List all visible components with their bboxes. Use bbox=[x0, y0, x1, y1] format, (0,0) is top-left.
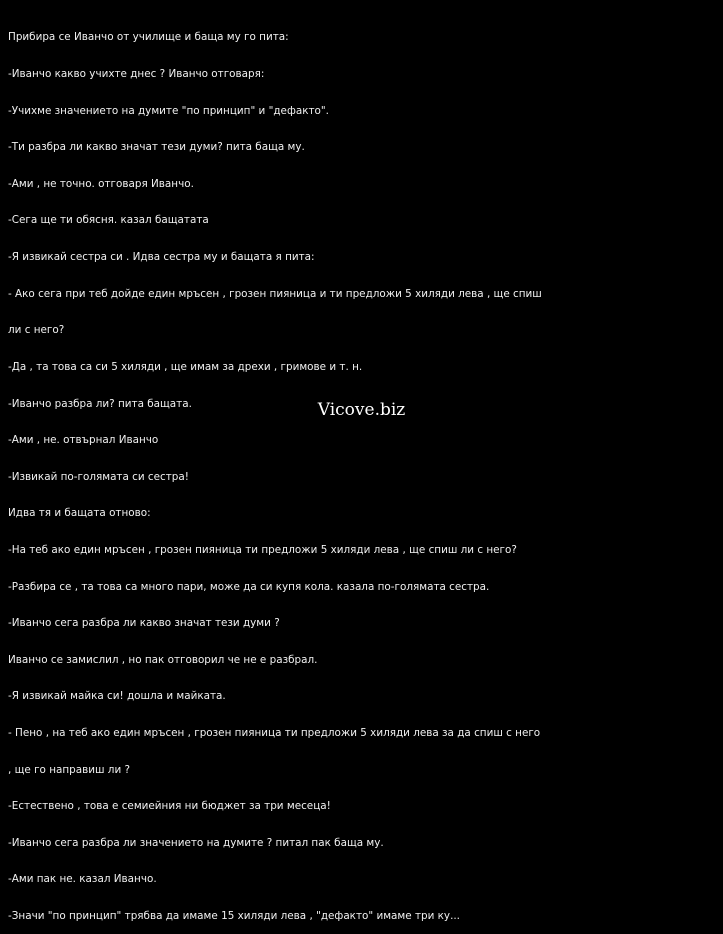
text-line: -Иванчо сега разбра ли значението на думите ? питал пак баща му. bbox=[8, 836, 384, 849]
text-line: -Сега ще ти обясня. казал бащатата bbox=[8, 214, 209, 227]
text-line: -Да , та това са си 5 хиляди , ще имам за дрехи , гримове и т. н. bbox=[8, 360, 363, 373]
text-line: Прибира се Иванчо от училище и баща му го пита: bbox=[8, 31, 289, 44]
text-line: -Я извикай майка си! дошла и майката. bbox=[8, 690, 226, 703]
text-line: - Пено , на теб ако един мръсен , грозен пияница ти предложи 5 хиляди лева за да спиш с него bbox=[8, 726, 541, 739]
text-line: -Учихме значението на думите "по принцип" и "дефакто". bbox=[8, 104, 329, 117]
text-line: - Ако сега при теб дойде един мръсен , грозен пияница и ти предложи 5 хиляди лева , ще спиш bbox=[8, 287, 542, 300]
text-line: -Извикай по-голямата си сестра! bbox=[8, 470, 189, 483]
text-line: -Значи "по принцип" трябва да имаме 15 хиляди лева , "дефакто" имаме три ку... bbox=[8, 910, 460, 923]
text-line: -Разбира се , та това са много пари, може да си купя кола. казала по-голямата сестра. bbox=[8, 580, 490, 593]
text-line: , ще го направиш ли ? bbox=[8, 763, 131, 776]
text-line: Идва тя и бащата отново: bbox=[8, 507, 151, 520]
text-line: -Я извикай сестра си . Идва сестра му и бащата я пита: bbox=[8, 251, 315, 264]
text-line: -Ами , не. отвърнал Иванчо bbox=[8, 434, 159, 447]
site-watermark: Vicove.biz bbox=[317, 400, 406, 420]
text-line: -Иванчо какво учихте днес ? Иванчо отговаря: bbox=[8, 68, 265, 81]
text-line: -Иванчо сега разбра ли какво значат тези думи ? bbox=[8, 617, 280, 630]
text-line: Иванчо се замислил , но пак отговорил че не е разбрал. bbox=[8, 653, 318, 666]
text-line: -Ти разбра ли какво значат тези думи? пита баща му. bbox=[8, 141, 305, 154]
text-line: -Иванчо разбра ли? пита бащата. bbox=[8, 397, 192, 410]
text-line: -Ами пак не. казал Иванчо. bbox=[8, 873, 157, 886]
text-line: -Ами , не точно. отговаря Иванчо. bbox=[8, 177, 194, 190]
text-line: ли с него? bbox=[8, 324, 65, 337]
text-line: -Естествено , това е семиейния ни бюджет за три месеца! bbox=[8, 800, 331, 813]
joke-text-block bbox=[8, 7, 716, 934]
text-line: -На теб ако един мръсен , грозен пияница ти предложи 5 хиляди лева , ще спиш ли с него? bbox=[8, 543, 517, 556]
